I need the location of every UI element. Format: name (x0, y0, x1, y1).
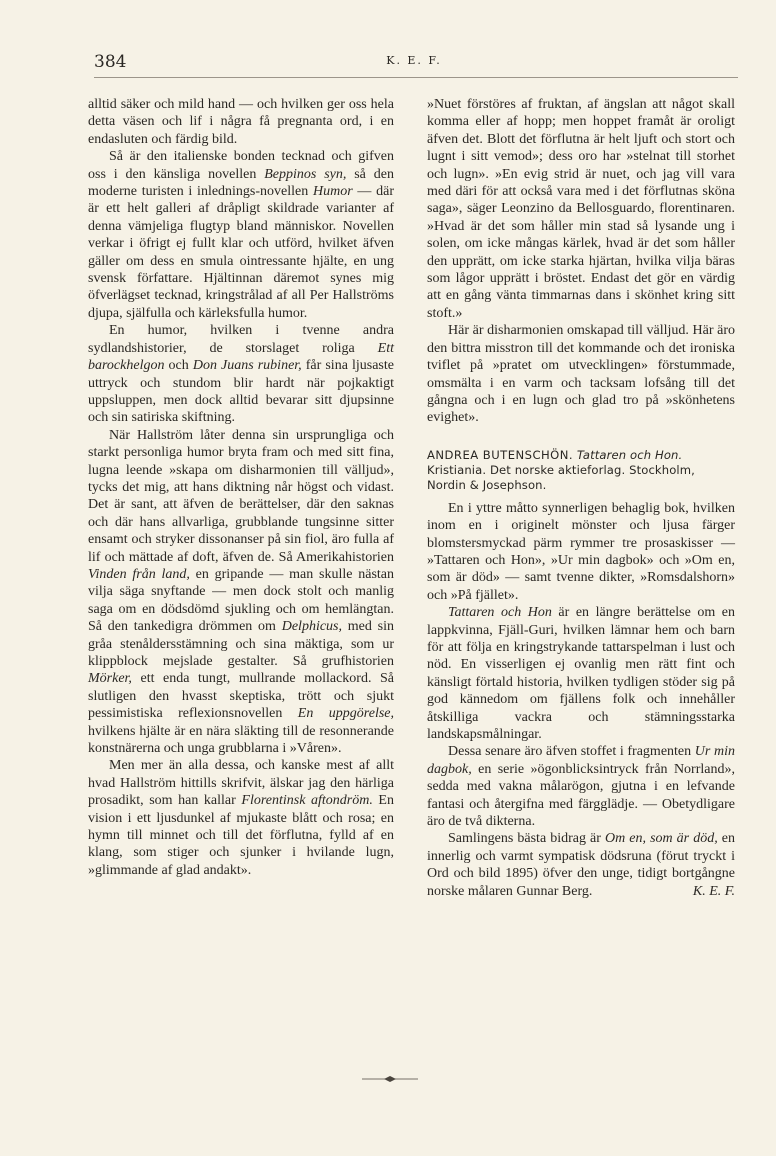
left-column (88, 96, 394, 879)
running-head: K. E. F. (386, 54, 442, 67)
paragraph (88, 148, 394, 322)
work-title: Mörker, (88, 671, 132, 687)
paragraph-text: Dessa senare äro äfven stoffet i fragmenten (448, 744, 695, 760)
work-title: Florentinsk aftondröm. (241, 793, 373, 809)
paragraph (88, 427, 394, 758)
paragraph-text: så den moderne turisten i inlednings-novellen (88, 166, 394, 200)
right-column (427, 96, 735, 900)
review-title: Tattaren och Hon. (576, 447, 683, 462)
paragraph (427, 743, 735, 830)
paragraph-text: hvilkens hjälte är en nära släkting till de resonnerande konstnärerna och unga grubblarna i »Våren». (88, 723, 394, 757)
paragraph-text: Här är disharmonien omskapad till välljud. Här äro den bittra misstron till det kommande och det ironiska tviflet på »pratet om utvecklingen» förstummade, omsmälta i en varm och tacksam lofsång till det gångna och i en lugn och glad tro på »skönhetens evighet». (427, 323, 735, 426)
paragraph (88, 757, 394, 879)
paragraph-text: ett enda tungt, mullrande mollackord. Så slutligen den hvasst skeptiska, trött och sjukt pessimistiska reflexionsnovellen (88, 671, 394, 722)
work-title: En uppgörelse, (297, 706, 395, 722)
paragraph (88, 96, 394, 148)
review-author: ANDREA BUTENSCHÖN. (427, 447, 574, 462)
paragraph-text: en gripande — man skulle nästan vilja säga snyftande — men dock stolt och manlig saga om en dödsdömd sjukling och om hemlängtan. Så den tankedigra drömmen om (88, 566, 394, 635)
paragraph-text: En humor, hvilken i tvenne andra sydlandshistorier, de storslaget roliga (88, 323, 394, 356)
paragraph-text: och (164, 358, 193, 374)
work-title: Tattaren och Hon (448, 605, 552, 621)
review-heading (427, 448, 735, 493)
paragraph (427, 96, 735, 322)
paragraph (427, 322, 735, 426)
section-end-ornament (340, 1074, 440, 1084)
header-rule (94, 77, 738, 78)
work-title: Don Juans rubiner, (192, 358, 302, 374)
signature: K. E. F. (692, 883, 735, 899)
paragraph-text: är en längre berättelse om en lappkvinna, Fjäll-Guri, hvilken lämnar hem och barn för att följa en kringstrykande tattarspelman i lust och nöd. En visserligen ej ovanlig men rätt fint och känsligt förtald historia, hvilken tydligen stöder sig på god kännedom om fjällens folk och innehåller åtskilliga vackra och stämningsstarka landskapsmålningar. (427, 605, 735, 742)
paragraph-text: en serie »ögonblicksintryck från Norrland», sedda med vakna målarögon, gjutna i en lefvande fantasi och återgifna med färgglädje. — Obetydligare äro de två dikterna. (427, 761, 735, 830)
work-title: Vinden från land, (88, 566, 190, 582)
work-title: Delphicus, (281, 619, 342, 635)
work-title: Ett barockhelgon (88, 340, 394, 374)
work-title: Om en, som är död, (605, 831, 718, 847)
paragraph (88, 322, 394, 426)
paragraph-text: Så är den italienske bonden tecknad och gifven oss i den känsliga novellen (88, 149, 394, 182)
paragraph (427, 830, 735, 900)
paragraph-text: en innerlig och varmt sympatisk dödsruna (förut tryckt i Ord och bild 1895) öfver den unge, tidigt bortgångne norske målaren Gunnar Berg. (427, 831, 735, 899)
page-number: 384 (94, 52, 127, 72)
paragraph-text: Men mer än alla dessa, och kanske mest af allt hvad Hallström hittills skrifvit, älskar jag den härliga prosadikt, som han kallar (88, 758, 394, 809)
paragraph-text: får sina ljusaste uttryck och stundom blir hardt när pojkaktigt uppsluppen, men dock alltid bevarar sitt djupsinne och sin satiriska skiftning. (88, 358, 394, 426)
paragraph (427, 604, 735, 743)
paragraph-text: med sin gråa stenåldersstämning och sina mäktiga, som ur klippblock mejslade gestalter. Så grufhistorien (88, 619, 394, 669)
paragraph (427, 500, 735, 604)
paragraph-text: — där är ett helt galleri af dråpligt skildrade varianter af denna vämjeliga flugtyp bland människor. Novellen verkar i öfrigt ej fullt klar och utförd, hvilket äfven gäller om dess en smula ointressante hjälte, en ung svensk författare. Hjältinnan däremot synes mig öfverlägset tecknad, kringstrålad af all Per Hallströms djupa, själfulla och kärleksfulla humor. (88, 184, 394, 321)
paragraph-text: »Nuet förstöres af fruktan, af ängslan att något skall komma eller af hopp; men hoppet framåt är oroligt äfven det. Blott det förflutna är helt ljuft och stort och lugnt i sitt vemod»; dess oro har »stelnat till storhet och lugn». »En evig strid är nuet, och jag vill vara med däri för att också vara med i det förflutnas sköna saga», säger Leonzino da Bellosguardo, florentinaren. »Hvad är det som håller min stad så lysande ung i solen, om icke mångas kärlek, hvad är det som håller den upprätt, om icke starka hjärtan, hvilka vilja bäras som lågor upprätt i bröstet. Endast det gör en värdig att en gång vänta timmarnas dans i skönhet kring sitt stoft.» (427, 97, 735, 321)
paragraph-text: alltid säker och mild hand — och hvilken ger oss hela detta väsen och lif i några få pregnanta ord, i en endasluten och färdig bild. (88, 97, 394, 147)
paragraph-text: En vision i ett ljusdunkel af mjukaste blått och rosa; en hymn till minnet och till det förflutna, fylld af en klang, som stiger och sjunker i hvilande lugn, »glimmande af glad andakt». (88, 793, 394, 878)
page-header (94, 50, 734, 76)
review-publication-details: Kristiania. Det norske aktieforlag. Stockholm, Nordin & Josephson. (427, 462, 695, 492)
work-title: Ur min dagbok, (427, 744, 735, 777)
paragraph-text: En i yttre måtto synnerligen behaglig bok, hvilken inom en i originelt mönster och ljusa färger blomstersmyckad pärm rymmer tre prosaskisser — »Tattaren och Hon», »Ur min dagbok» och »Om en, som är död» — samt tvenne dikter, »Romsdalshorn» och »På fjället». (427, 500, 735, 603)
paragraph-text: Samlingens bästa bidrag är (448, 831, 605, 847)
paragraph-text: När Hallström låter denna sin ursprungliga och starkt personliga humor bryta fram och med sitt fina, lugna leende »skapa om disharmonien till välljud», tycks det mig, att hans diktning når högst och vidast. Det är sant, att äfven de berättelser, där den saknas och där hans allvarliga, grubblande tungsinne sitter ensamt och stryker dissonanser på sin fiol, äro fulla af lif och mättade af doft, äfven de. Så Amerikahistorien (88, 427, 394, 565)
work-title: Beppinos syn, (264, 166, 347, 182)
work-title: Humor (312, 184, 353, 200)
